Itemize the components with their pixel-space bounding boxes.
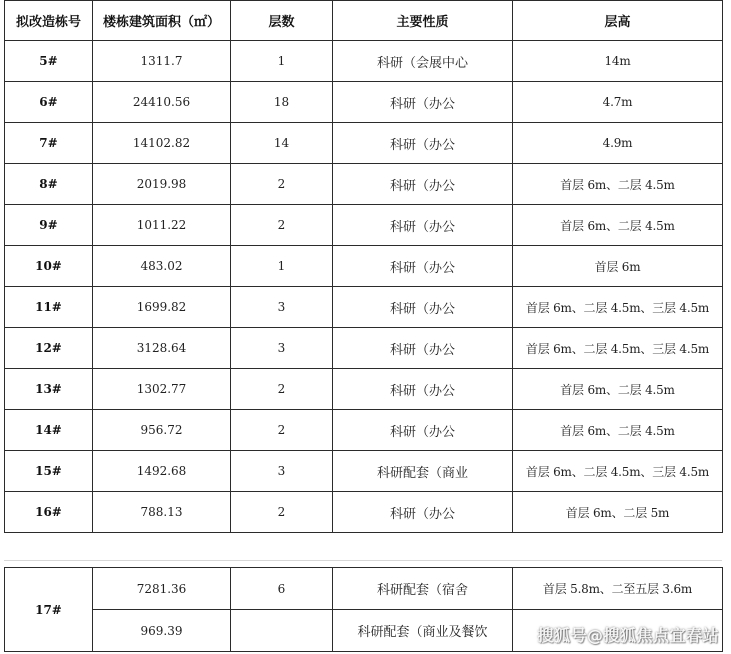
floor-height-cell: 首层 6m、二层 4.5m、三层 4.5m (513, 451, 723, 492)
floor-height-cell: 首层 6m、二层 4.5m (513, 369, 723, 410)
usage-cell: 科研（办公 (333, 492, 513, 533)
area-cell: 24410.56 (93, 82, 231, 123)
floor-height-cell: 首层 6m、二层 4.5m (513, 410, 723, 451)
usage-cell: 科研（办公 (333, 410, 513, 451)
usage-cell: 科研（办公 (333, 205, 513, 246)
floors-cell: 6 (231, 568, 333, 610)
floors-cell: 1 (231, 41, 333, 82)
area-cell: 956.72 (93, 410, 231, 451)
building-id-cell: 11# (5, 287, 93, 328)
header-area: 楼栋建筑面积（㎡） (93, 1, 231, 41)
floor-height-cell: 首层 6m、二层 4.5m、三层 4.5m (513, 328, 723, 369)
floors-cell: 2 (231, 492, 333, 533)
floors-cell: 3 (231, 328, 333, 369)
header-building-no: 拟改造栋号 (5, 1, 93, 41)
usage-cell: 科研配套（商业及餐饮 (333, 610, 513, 652)
building-id-cell: 14# (5, 410, 93, 451)
usage-cell: 科研（办公 (333, 369, 513, 410)
watermark-text: 搜狐号@搜狐焦点宜春站 (537, 626, 719, 645)
header-usage: 主要性质 (333, 1, 513, 41)
floor-height-cell: 首层 6m (513, 246, 723, 287)
floor-height-cell: 4.7m (513, 82, 723, 123)
usage-cell: 科研（办公 (333, 123, 513, 164)
usage-cell: 科研配套（宿舍 (333, 568, 513, 610)
section-divider (4, 560, 722, 561)
table-row (5, 41, 723, 82)
usage-cell: 科研（办公 (333, 164, 513, 205)
floors-cell: 3 (231, 451, 333, 492)
area-cell: 969.39 (93, 610, 231, 652)
floors-cell: 2 (231, 205, 333, 246)
area-cell: 788.13 (93, 492, 231, 533)
floors-cell: 1 (231, 246, 333, 287)
usage-cell: 科研（办公 (333, 287, 513, 328)
building-id-cell: 9# (5, 205, 93, 246)
usage-cell: 科研（会展中心 (333, 41, 513, 82)
table-body (5, 41, 723, 533)
floors-cell: 2 (231, 369, 333, 410)
building-id-cell: 5# (5, 41, 93, 82)
building-id-cell: 12# (5, 328, 93, 369)
floors-cell: 3 (231, 287, 333, 328)
floors-cell: 2 (231, 410, 333, 451)
header-floors: 层数 (231, 1, 333, 41)
usage-cell: 科研（办公 (333, 82, 513, 123)
table-row (5, 328, 723, 369)
floor-height-cell: 14m (513, 41, 723, 82)
area-cell: 14102.82 (93, 123, 231, 164)
area-cell: 1311.7 (93, 41, 231, 82)
area-cell: 1699.82 (93, 287, 231, 328)
floors-cell: 14 (231, 123, 333, 164)
table-row (5, 123, 723, 164)
building-id-cell: 7# (5, 123, 93, 164)
area-cell: 3128.64 (93, 328, 231, 369)
building-id-cell: 15# (5, 451, 93, 492)
usage-cell: 科研（办公 (333, 328, 513, 369)
area-cell: 7281.36 (93, 568, 231, 610)
floors-cell: 18 (231, 82, 333, 123)
building-id-cell: 10# (5, 246, 93, 287)
table-header-row (5, 1, 723, 41)
building-id-cell: 16# (5, 492, 93, 533)
table-row (5, 492, 723, 533)
building-id-cell: 17# (5, 568, 93, 652)
table-row (5, 410, 723, 451)
table-row (5, 246, 723, 287)
table-row (5, 205, 723, 246)
table-row (5, 451, 723, 492)
table-row (5, 164, 723, 205)
area-cell: 2019.98 (93, 164, 231, 205)
building-id-cell: 6# (5, 82, 93, 123)
floor-height-cell: 首层 6m、二层 4.5m (513, 205, 723, 246)
floor-height-cell: 首层 6m、二层 5m (513, 492, 723, 533)
building-id-cell: 13# (5, 369, 93, 410)
floors-cell (231, 610, 333, 652)
area-cell: 483.02 (93, 246, 231, 287)
area-cell: 1492.68 (93, 451, 231, 492)
table-row (5, 369, 723, 410)
floor-height-cell: 4.9m (513, 123, 723, 164)
usage-cell: 科研（办公 (333, 246, 513, 287)
building-table (4, 0, 723, 533)
area-cell: 1011.22 (93, 205, 231, 246)
table-row (5, 82, 723, 123)
table-row (5, 568, 723, 610)
area-cell: 1302.77 (93, 369, 231, 410)
header-floor-height: 层高 (513, 1, 723, 41)
floor-height-cell: 首层 5.8m、二至五层 3.6m (513, 568, 723, 610)
floor-height-cell: 首层 6m、二层 4.5m (513, 164, 723, 205)
table-row (5, 287, 723, 328)
floors-cell: 2 (231, 164, 333, 205)
building-id-cell: 8# (5, 164, 93, 205)
usage-cell: 科研配套（商业 (333, 451, 513, 492)
floor-height-cell: 首层 6m、二层 4.5m、三层 4.5m (513, 287, 723, 328)
